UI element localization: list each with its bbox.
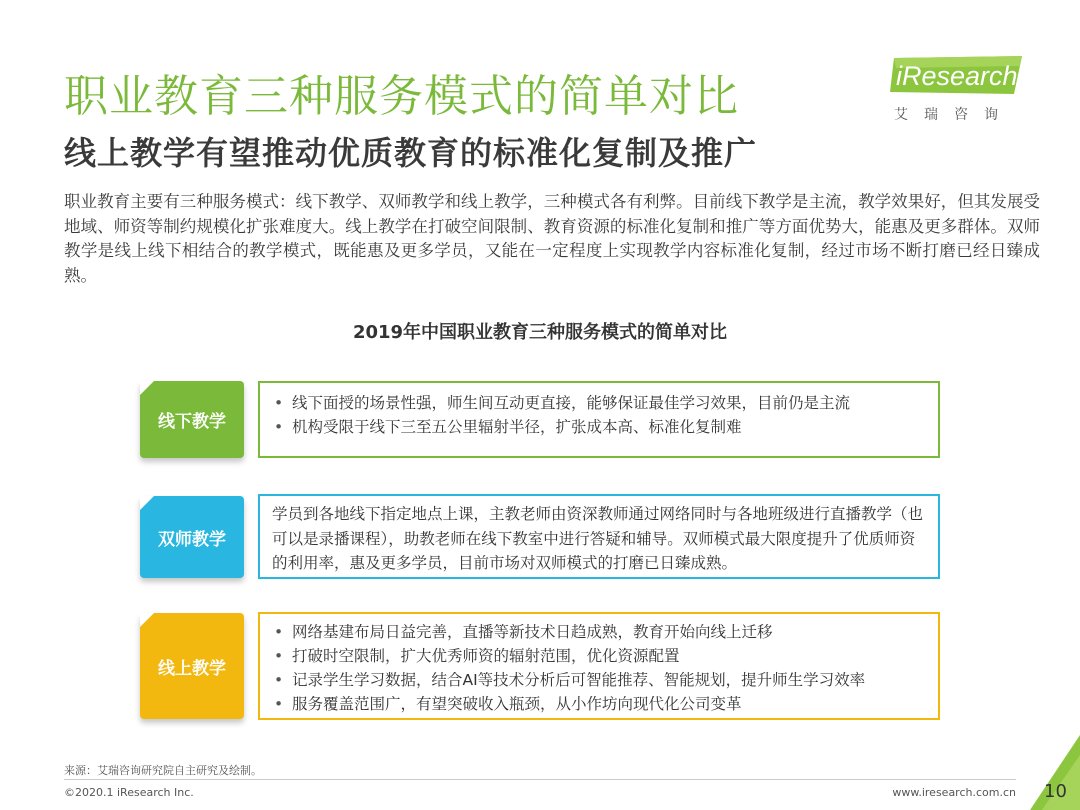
list-item: • 打破时空限制，扩大优秀师资的辐射范围，优化资源配置: [272, 644, 926, 668]
list-item: • 服务覆盖范围广，有望突破收入瓶颈，从小作坊向现代化公司变革: [272, 692, 926, 716]
mode-label-online: 线上教学: [140, 613, 244, 719]
mode-description: 学员到各地线下指定地点上课，主教老师由资深教师通过网络同时与各地班级进行直播教学（也可以是录播课程），助教老师在线下教室中进行答疑和辅导。双师模式最大限度提升了优质师资的利用率，惠及更多学员，目前市场对双师模式的打磨已日臻成熟。: [272, 505, 924, 572]
list-item: • 记录学生学习数据，结合AI等技术分析后可智能推荐、智能规划，提升师生学习效率: [272, 668, 926, 692]
copyright: ©2020.1 iResearch Inc.: [64, 786, 194, 799]
logo-subtitle: 艾瑞咨询: [894, 107, 1014, 123]
list-item: • 机构受限于线下三至五公里辐射半径，扩张成本高、标准化复制难: [272, 415, 926, 439]
label-notch-icon: [140, 381, 154, 395]
list-item: • 网络基建布局日益完善，直播等新技术日趋成熟，教育开始向线上迁移: [272, 620, 926, 644]
footer-divider: [64, 779, 1016, 780]
label-notch-icon: [140, 613, 154, 627]
mode-detail-dual-teacher: [258, 494, 940, 579]
mode-detail-online: [258, 612, 940, 720]
iresearch-logo: [890, 56, 1030, 126]
page-subtitle: 线上教学有望推动优质教育的标准化复制及推广: [64, 134, 758, 172]
mode-label-offline: 线下教学: [140, 381, 244, 458]
source-note: 来源：艾瑞咨询研究院自主研究及绘制。: [64, 764, 262, 777]
comparison-title: 2019年中国职业教育三种服务模式的简单对比: [352, 322, 728, 343]
label-notch-icon: [140, 496, 154, 510]
logo-name: iResearch: [896, 61, 1018, 91]
page-number: 10: [1044, 781, 1067, 802]
website-link[interactable]: www.iresearch.com.cn: [892, 786, 1016, 799]
intro-paragraph: 职业教育主要有三种服务模式：线下教学、双师教学和线上教学，三种模式各有利弊。目前线下教学是主流，教学效果好，但其发展受地域、师资等制约规模化扩张难度大。线上教学在打破空间限制、教育资源的标准化复制和推广等方面优势大，能惠及更多群体。双师教学是线上线下相结合的教学模式，既能惠及更多学员，又能在一定程度上实现教学内容标准化复制，经过市场不断打磨已经日臻成熟。: [64, 192, 1040, 285]
page-title: 职业教育三种服务模式的简单对比: [64, 71, 739, 122]
mode-label-dual-teacher: 双师教学: [140, 496, 244, 578]
mode-detail-offline: [258, 381, 940, 458]
list-item: • 线下面授的场景性强，师生间互动更直接，能够保证最佳学习效果，目前仍是主流: [272, 391, 926, 415]
